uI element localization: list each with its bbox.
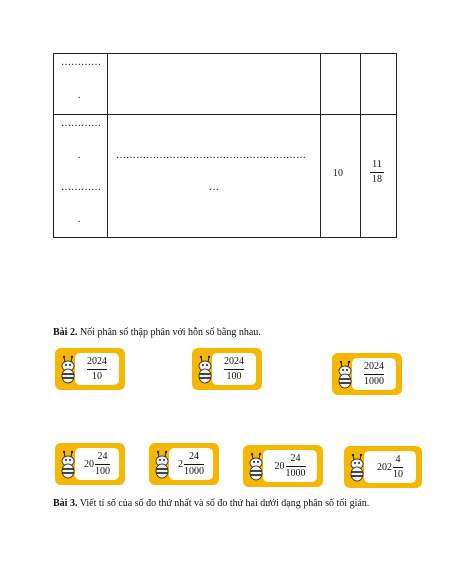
row2-blank-2: ………… bbox=[61, 182, 101, 193]
card-face bbox=[169, 448, 213, 480]
row2-blank-1: ………… bbox=[61, 118, 101, 129]
card-face bbox=[364, 451, 416, 483]
row2-dot-1: . bbox=[78, 150, 81, 161]
row2-ellipsis: … bbox=[209, 182, 219, 193]
exercise-2-label: Bài 2. bbox=[53, 327, 78, 338]
row1-dot: . bbox=[78, 90, 81, 101]
row1-blank: ………… bbox=[61, 57, 101, 68]
card-face bbox=[212, 353, 256, 385]
fraction-card[interactable] bbox=[192, 348, 262, 390]
table-divider bbox=[320, 54, 321, 237]
mixed-whole: 202 bbox=[377, 461, 392, 473]
fraction-numerator: 4 bbox=[395, 454, 401, 465]
card-fraction bbox=[352, 361, 396, 388]
card-face bbox=[75, 353, 119, 385]
table-divider bbox=[54, 114, 396, 115]
mixed-whole: 20 bbox=[274, 460, 285, 472]
mixed-number-card[interactable] bbox=[149, 443, 219, 485]
exercise-3-heading bbox=[53, 498, 369, 510]
fraction-denominator: 100 bbox=[95, 466, 110, 477]
fraction-bar bbox=[95, 464, 110, 465]
fraction-card[interactable] bbox=[55, 348, 125, 390]
fraction-numerator: 11 bbox=[372, 159, 382, 170]
fraction-bar bbox=[393, 467, 403, 468]
mixed-whole: 2 bbox=[178, 458, 183, 470]
card-mixed-number bbox=[263, 453, 317, 480]
exercise-2-heading bbox=[53, 327, 261, 339]
row2-dotted-line: ………………………………………………… bbox=[116, 150, 306, 161]
card-face bbox=[263, 450, 317, 482]
mixed-number-card[interactable] bbox=[243, 445, 323, 487]
fraction-numerator: 2024 bbox=[224, 356, 244, 367]
exercise-3-label: Bài 3. bbox=[53, 498, 78, 509]
fraction-denominator: 1000 bbox=[285, 468, 306, 479]
mixed-number-card[interactable] bbox=[344, 446, 422, 488]
row2-value: 10 bbox=[333, 168, 343, 179]
fraction-bar bbox=[364, 374, 384, 375]
table-divider bbox=[107, 54, 108, 237]
fraction-denominator: 1000 bbox=[364, 376, 384, 387]
fraction-numerator: 24 bbox=[97, 451, 108, 462]
exercise-3-text: Viết tỉ số của số đo thứ nhất và số đo thứ hai dưới dạng phân số tối giản. bbox=[77, 498, 370, 509]
fraction-denominator: 100 bbox=[226, 371, 242, 382]
card-face bbox=[352, 358, 396, 390]
card-mixed-number bbox=[75, 451, 119, 478]
mixed-number-card[interactable] bbox=[55, 443, 125, 485]
fraction-bar bbox=[370, 172, 384, 173]
row2-dot-2: . bbox=[78, 214, 81, 225]
card-fraction bbox=[75, 356, 119, 383]
fraction-numerator: 2024 bbox=[87, 356, 107, 367]
fraction-bar bbox=[184, 464, 204, 465]
card-fraction bbox=[212, 356, 256, 383]
answer-table bbox=[53, 53, 397, 238]
fraction-bar bbox=[87, 369, 107, 370]
fraction-bar bbox=[224, 369, 244, 370]
card-mixed-number bbox=[169, 451, 213, 478]
card-face bbox=[75, 448, 119, 480]
card-mixed-number bbox=[364, 454, 416, 481]
fraction-denominator: 1000 bbox=[184, 466, 204, 477]
fraction-numerator: 24 bbox=[290, 453, 301, 464]
exercise-2-text: Nối phân số thập phân với hỗn số bằng nhau. bbox=[77, 327, 261, 338]
fraction-denominator: 18 bbox=[372, 174, 382, 185]
row2-fraction bbox=[370, 159, 384, 186]
fraction-bar bbox=[286, 466, 306, 467]
fraction-denominator: 10 bbox=[92, 371, 102, 382]
table-divider bbox=[360, 54, 361, 237]
fraction-numerator: 24 bbox=[189, 451, 199, 462]
fraction-numerator: 2024 bbox=[364, 361, 384, 372]
mixed-whole: 20 bbox=[84, 458, 94, 470]
fraction-card[interactable] bbox=[332, 353, 402, 395]
fraction-denominator: 10 bbox=[393, 469, 403, 480]
